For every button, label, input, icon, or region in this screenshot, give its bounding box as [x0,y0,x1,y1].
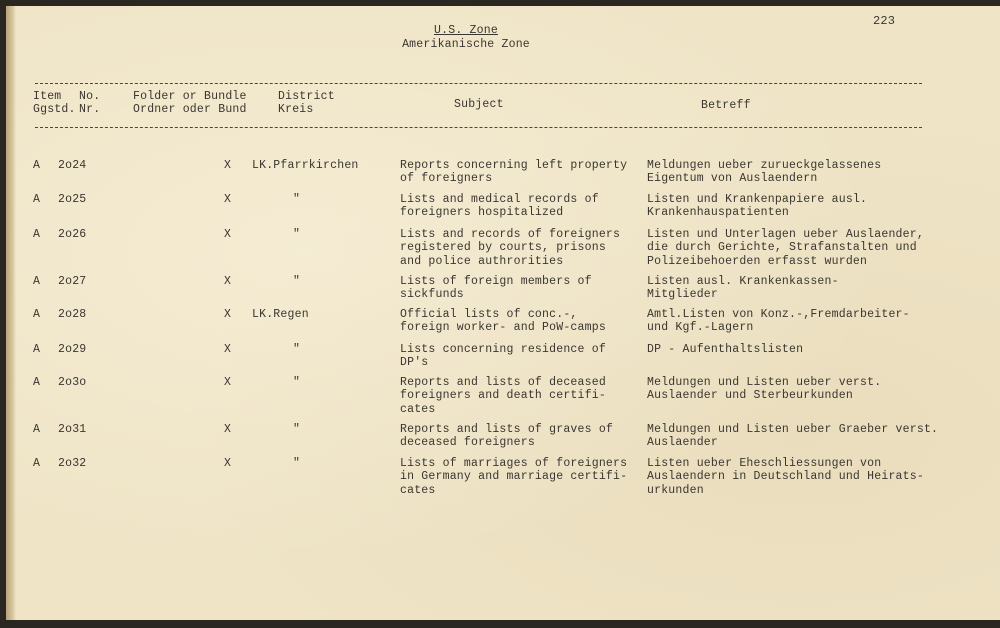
item-cell: A [33,193,41,206]
district-ditto-cell: " [293,423,301,436]
subject-line: cates [400,402,436,416]
item-cell: A [33,376,41,389]
betreff-line: Mitglieder [647,288,719,302]
subject-line: Lists concerning residence of [400,343,606,356]
betreff-line: Amtl.Listen von Konz.-,Fremdarbeiter- [647,308,910,321]
item-cell: A [33,159,41,172]
header-betreff: Betreff [701,99,751,112]
header-item-de: Ggstd. [33,103,76,116]
page-number: 223 [873,14,896,28]
subject-line: Lists and records of foreigners [400,228,621,241]
betreff-line: Meldungen und Listen ueber verst. [647,376,882,389]
header-district-de: Kreis [278,103,314,116]
betreff-line: und Kgf.-Lagern [647,321,754,335]
number-cell: 2o32 [58,457,87,470]
subject-line: Reports and lists of graves of [400,423,614,436]
betreff-line: Polizeibehoerden erfasst wurden [647,254,868,268]
number-cell: 2o3o [58,376,87,389]
subject-line: foreign worker- and PoW-camps [400,321,606,335]
subject-line: of foreigners [400,172,493,186]
number-cell: 2o24 [58,159,87,172]
subject-cell [400,457,627,497]
zone-title: U.S. Zone [434,24,498,37]
district-ditto-cell: " [293,376,301,389]
binding-edge [6,6,16,620]
betreff-line: Listen ausl. Krankenkassen- [647,275,839,288]
item-cell: A [33,275,41,288]
header-district-en: District [278,90,335,103]
betreff-line: Listen ueber Eheschliessungen von [647,457,882,470]
folder-cell: X [224,308,232,321]
subject-line: foreigners hospitalized [400,206,564,220]
betreff-line: Auslaendern in Deutschland und Heirats- [647,470,924,484]
header-district [278,90,335,116]
item-cell: A [33,343,41,356]
betreff-line: Meldungen ueber zurueckgelassenes [647,159,882,172]
subject-cell [400,423,613,450]
subject-cell [400,308,606,335]
district-ditto-cell: " [293,275,301,288]
subject-line: in Germany and marriage certifi- [400,470,628,484]
district-ditto-cell: " [293,193,301,206]
betreff-line: DP - Aufenthaltslisten [647,343,804,356]
betreff-line: Krankenhauspatienten [647,206,790,220]
number-cell: 2o26 [58,228,87,241]
betreff-cell [647,457,924,497]
number-cell: 2o25 [58,193,87,206]
betreff-cell [647,193,867,220]
subject-cell [400,159,627,186]
subject-cell [400,275,592,302]
betreff-cell [647,228,924,268]
district-cell: LK.Regen [252,308,309,321]
item-cell: A [33,457,41,470]
header-no-de: Nr. [79,103,101,116]
item-cell: A [33,423,41,436]
betreff-line: die durch Gerichte, Strafanstalten und [647,241,917,255]
betreff-line: Meldungen und Listen ueber Graeber verst. [647,423,939,436]
folder-cell: X [224,228,232,241]
header-folder [133,90,247,116]
header-no [79,90,100,116]
subject-line: Lists of foreign members of [400,275,592,288]
subject-line: and police authrorities [400,254,564,268]
subject-line: DP's [400,356,429,370]
folder-cell: X [224,423,232,436]
number-cell: 2o28 [58,308,87,321]
folder-cell: X [224,193,232,206]
subject-cell [400,376,606,416]
header-subject: Subject [454,98,504,111]
betreff-line: Auslaender [647,436,719,450]
betreff-line: Eigentum von Auslaendern [647,172,818,186]
subject-cell [400,343,606,370]
number-cell: 2o27 [58,275,87,288]
subject-line: sickfunds [400,288,464,302]
subject-line: deceased foreigners [400,436,535,450]
number-cell: 2o29 [58,343,87,356]
folder-cell: X [224,343,232,356]
header-folder-en: Folder or Bundle [133,90,247,103]
district-ditto-cell: " [293,343,301,356]
subject-line: Lists of marriages of foreigners [400,457,628,470]
betreff-line: Listen und Unterlagen ueber Auslaender, [647,228,924,241]
header-item [33,90,76,116]
subject-line: Reports concerning left property [400,159,628,172]
header-no-en: No. [79,90,101,103]
subject-cell [400,193,599,220]
document-page [6,6,1000,620]
betreff-cell [647,159,881,186]
header-top-rule [35,83,922,84]
betreff-cell [647,275,839,302]
folder-cell: X [224,457,232,470]
folder-cell: X [224,159,232,172]
item-cell: A [33,308,41,321]
number-cell: 2o31 [58,423,87,436]
betreff-line: Listen und Krankenpapiere ausl. [647,193,868,206]
subject-line: foreigners and death certifi- [400,389,606,403]
zone-subtitle: Amerikanische Zone [402,38,530,51]
header-bottom-rule [35,127,922,128]
subject-line: Lists and medical records of [400,193,599,206]
district-cell: LK.Pfarrkirchen [252,159,359,172]
header-item-en: Item [33,90,62,103]
header-folder-de: Ordner oder Bund [133,103,247,116]
folder-cell: X [224,376,232,389]
subject-line: cates [400,483,436,497]
betreff-cell [647,376,881,403]
item-cell: A [33,228,41,241]
betreff-cell [647,423,938,450]
subject-line: Official lists of conc.-, [400,308,578,321]
betreff-line: Auslaender und Sterbeurkunden [647,389,853,403]
folder-cell: X [224,275,232,288]
subject-cell [400,228,620,268]
subject-line: registered by courts, prisons [400,241,606,255]
district-ditto-cell: " [293,228,301,241]
district-ditto-cell: " [293,457,301,470]
betreff-line: urkunden [647,483,704,497]
betreff-cell [647,343,803,356]
subject-line: Reports and lists of deceased [400,376,606,389]
betreff-cell [647,308,910,335]
